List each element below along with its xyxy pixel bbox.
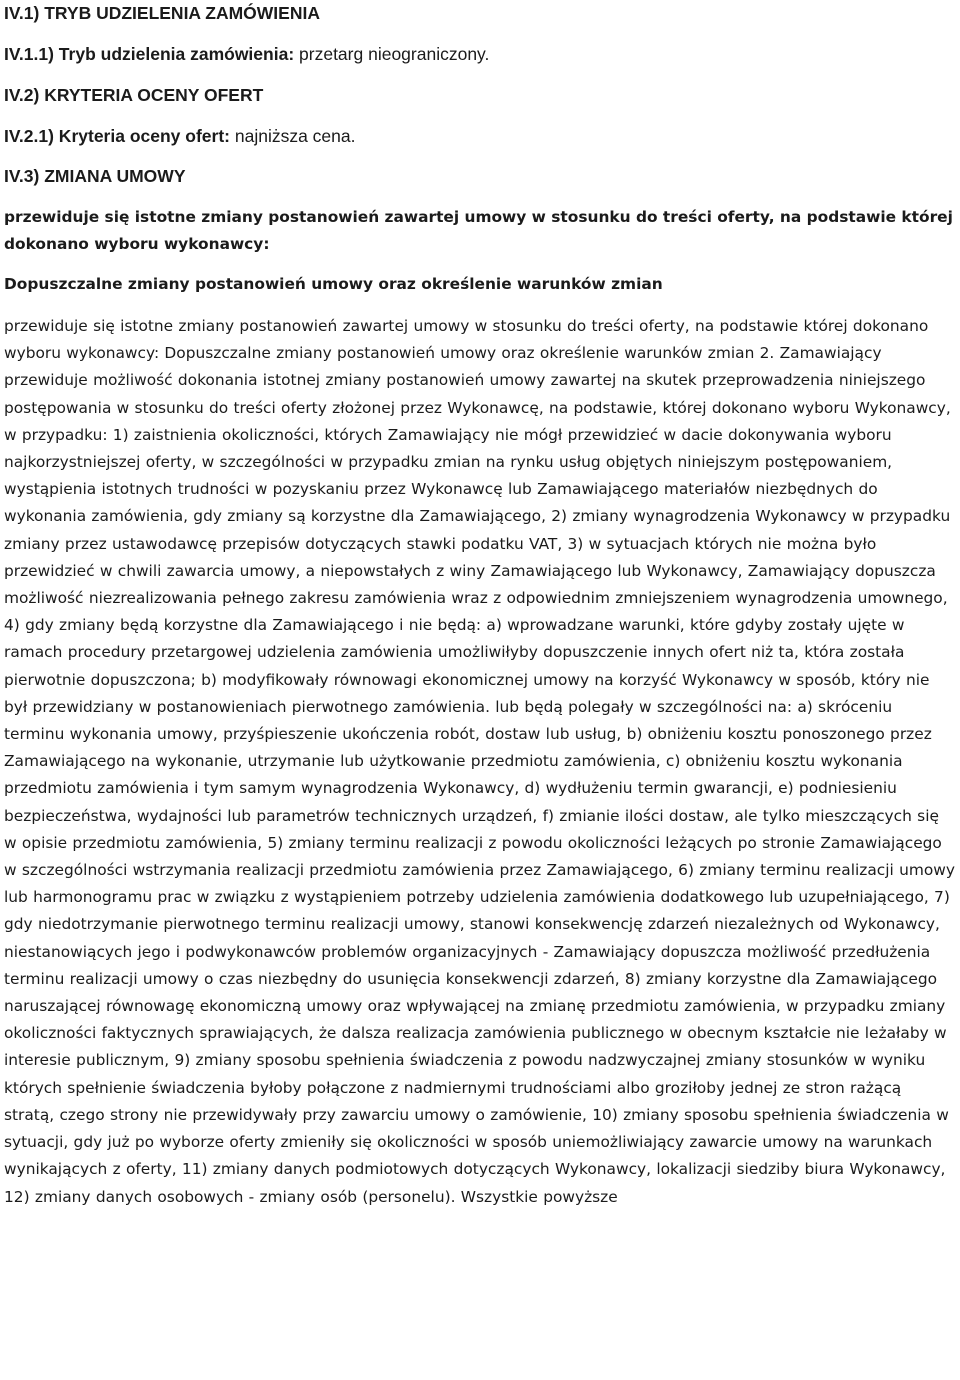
section-heading-iv1 — [4, 3, 320, 23]
section-heading-iv1-text: IV.1) TRYB UDZIELENIA ZAMÓWIENIA — [4, 3, 320, 23]
field-kryteria-oceny-label: IV.2.1) Kryteria oceny ofert: — [4, 126, 230, 146]
field-kryteria-oceny — [4, 126, 356, 146]
field-tryb-udzielenia-value: przetarg nieograniczony. — [299, 44, 490, 64]
question-istotne-zmiany: przewiduje się istotne zmiany postanowień zawartej umowy w stosunku do treści oferty, na podstawie której dokonano wyboru wykonawcy: — [4, 208, 953, 253]
section-heading-iv2-text: IV.2) KRYTERIA OCENY OFERT — [4, 85, 264, 105]
body-paragraph: przewiduje się istotne zmiany postanowień zawartej umowy w stosunku do treści oferty, na podstawie której dokonano wyboru wykonawcy: Dopuszczalne zmiany postanowień umowy oraz określenie warunków zmian 2. Zamawiający przewiduje możliwość dokonania istotnej zmiany postanowień umowy zawartej na skutek przeprowadzenia niniejszego postępowania w stosunku do treści oferty złożonej przez Wykonawcę, na podstawie, której dokonano wyboru Wykonawcy, w przypadku: 1) zaistnienia okoliczności, których Zamawiający nie mógł przewidzieć w dacie dokonywania wyboru najkorzystniejszej oferty, w szczególności w przypadku zmian na rynku usług objętych niniejszym postępowaniem, wystąpienia istotnych trudności w pozyskaniu przez Wykonawcę lub Zamawiającego materiałów niezbędnych do wykonania zamówienia, gdy zmiany są korzystne dla Zamawiającego, 2) zmiany wynagrodzenia Wykonawcy w przypadku zmiany przez ustawodawcę przepisów dotyczących stawki podatku VAT, 3) w sytuacjach których nie można było przewidzieć w chwili zawarcia umowy, a niepowstałych z winy Zamawiającego lub Wykonawcy, Zamawiający dopuszcza możliwość niezrealizowania pełnego zakresu zamówienia wraz z odpowiednim zmniejszeniem wynagrodzenia umownego, 4) gdy zmiany będą korzystne dla Zamawiającego i nie będą: a) wprowadzane warunki, które gdyby zostały ujęte w ramach procedury przetargowej udzielenia zamówienia umożliwiłyby dopuszczenie innych ofert niż ta, która została pierwotnie dopuszczona; b) modyfikowały równowagi ekonomicznej umowy na korzyść Wykonawcy w sposób, który nie był przewidziany w postanowieniach pierwotnego zamówienia. lub będą polegały w szczególności na: a) skróceniu terminu wykonania umowy, przyśpieszenie ukończenia robót, dostaw lub usług, b) obniżeniu kosztu ponoszonego przez Zamawiającego na wykonanie, utrzymanie lub użytkowanie przedmiotu zamówienia, c) obniżeniu kosztu wykonania przedmiotu zamówienia i tym samym wynagrodzenia Wykonawcy, d) wydłużeniu termin gwarancji, e) podniesieniu bezpieczeństwa, wydajności lub parametrów technicznych urządzeń, f) zmianie ilości dostaw, ale tylko mieszczących się w opisie przedmiotu zamówienia, 5) zmiany terminu realizacji z powodu okoliczności leżących po stronie Zamawiającego w szczególności wstrzymania realizacji przedmiotu zamówienia przez Zamawiającego, 6) zmiany terminu realizacji umowy lub harmonogramu prac w związku z wystąpieniem potrzeby udzielenia zamówienia dodatkowego lub uzupełniającego, 7) gdy niedotrzymanie pierwotnego terminu realizacji umowy, stanowi konsekwencję zdarzeń niezależnych od Wykonawcy, niestanowiących jego i podwykonawców problemów organizacyjnych - Zamawiający dopuszcza możliwość przedłużenia terminu realizacji umowy o czas niezbędny do usunięcia konsekwencji zdarzeń, 8) zmiany korzystne dla Zamawiającego naruszającej równowagę ekonomiczną umowy oraz wpływającej na zmianę przedmiotu zamówienia, w przypadku zmiany okoliczności faktycznych sprawiających, że dalsza realizacja zamówienia publicznego w obecnym kształcie nie leżałaby w interesie publicznym, 9) zmiany sposobu spełnienia świadczenia z powodu nadzwyczajnej zmiany stosunków w wyniku których spełnienie świadczenia byłoby połączone z nadmiernymi trudnościami albo groziłoby jednej ze stron rażącą stratą, czego strony nie przewidywały przy zawarciu umowy o zamówienie, 10) zmiany sposobu spełnienia świadczenia w sytuacji, gdy już po wyborze oferty zmieniły się okoliczności w sposób uniemożliwiający zawarcie umowy na warunkach wynikających z oferty, 11) zmiany danych podmiotowych dotyczących Wykonawcy, lokalizacji siedziby biura Wykonawcy, 12) zmiany danych osobowych - zmiany osób (personelu). Wszystkie powyższe — [4, 317, 955, 1206]
section-heading-iv3 — [4, 166, 186, 186]
section-heading-iv3-text: IV.3) ZMIANA UMOWY — [4, 166, 186, 186]
section-heading-iv2 — [4, 85, 263, 105]
field-tryb-udzielenia — [4, 44, 489, 64]
field-tryb-udzielenia-label: IV.1.1) Tryb udzielenia zamówienia: — [4, 44, 295, 64]
field-kryteria-oceny-value: najniższa cena. — [234, 126, 356, 146]
question-dopuszczalne-zmiany: Dopuszczalne zmiany postanowień umowy oraz określenie warunków zmian — [4, 275, 663, 293]
